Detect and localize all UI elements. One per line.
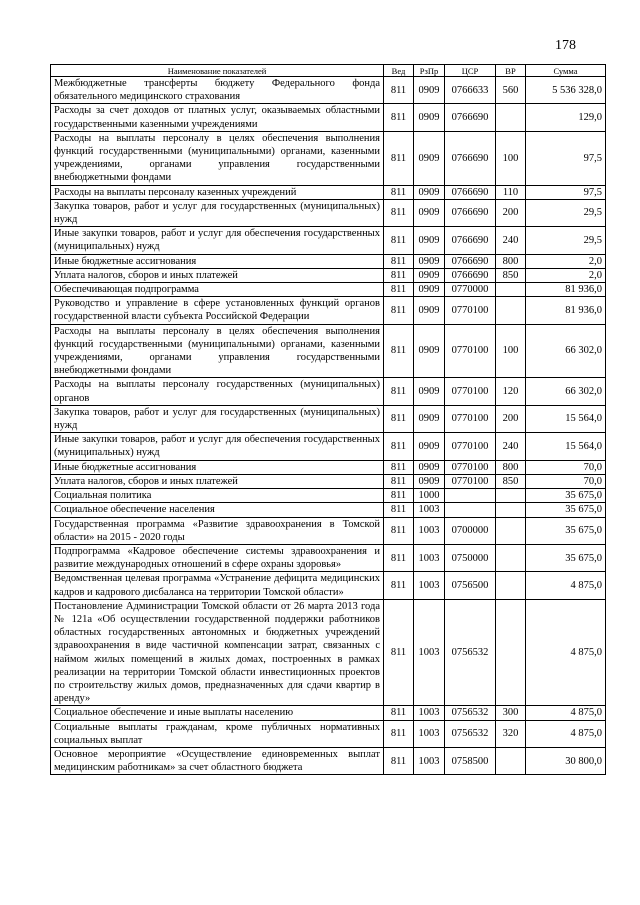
cell-name: Постановление Администрации Томской области от 26 марта 2013 года № 121а «Об осуществлении государственной поддержки работников областных государственных автономных и бюджетных учреждений здравоохранения в виде частичной компенсации затрат, связанных с наймом жилых помещений в жилых домах, построенных в рамках реализации на территории Томской области инвестиционных проектов по строительству жилых домов, предназначенных для сдачи квартир в аренду» — [51, 599, 384, 706]
cell-rzpr: 0909 — [414, 324, 445, 378]
table-row — [51, 131, 606, 185]
cell-ved: 811 — [384, 268, 414, 282]
cell-name: Государственная программа «Развитие здравоохранения в Томской области» на 2015 - 2020 годы — [51, 517, 384, 544]
cell-ved: 811 — [384, 503, 414, 517]
cell-name: Уплата налогов, сборов и иных платежей — [51, 474, 384, 488]
cell-rzpr: 1003 — [414, 572, 445, 599]
cell-sum: 35 675,0 — [526, 489, 606, 503]
cell-name: Расходы на выплаты персоналу казенных учреждений — [51, 185, 384, 199]
cell-ved: 811 — [384, 324, 414, 378]
cell-ved: 811 — [384, 489, 414, 503]
cell-vr: 200 — [496, 199, 526, 226]
cell-vr: 800 — [496, 460, 526, 474]
table-row — [51, 503, 606, 517]
cell-sum: 30 800,0 — [526, 747, 606, 774]
cell-ved: 811 — [384, 199, 414, 226]
cell-rzpr: 0909 — [414, 378, 445, 405]
cell-rzpr: 0909 — [414, 199, 445, 226]
header-rzpr: РзПр — [414, 65, 445, 77]
cell-sum: 2,0 — [526, 254, 606, 268]
cell-sum: 4 875,0 — [526, 706, 606, 720]
cell-rzpr: 0909 — [414, 405, 445, 432]
cell-name: Расходы на выплаты персоналу в целях обеспечения выполнения функций государственными (муниципальными) органами, казенными учреждениями, органами управления государственными внебюджетными фондами — [51, 131, 384, 185]
cell-sum: 66 302,0 — [526, 324, 606, 378]
cell-name: Межбюджетные трансферты бюджету Федерального фонда обязательного медицинского страхования — [51, 77, 384, 104]
cell-csr: 0766690 — [445, 254, 496, 268]
cell-vr — [496, 572, 526, 599]
table-row — [51, 460, 606, 474]
cell-rzpr: 0909 — [414, 283, 445, 297]
cell-csr: 0756500 — [445, 572, 496, 599]
cell-rzpr: 0909 — [414, 460, 445, 474]
cell-ved: 811 — [384, 297, 414, 324]
cell-vr: 320 — [496, 720, 526, 747]
cell-ved: 811 — [384, 378, 414, 405]
cell-ved: 811 — [384, 77, 414, 104]
cell-vr: 100 — [496, 131, 526, 185]
cell-csr: 0766633 — [445, 77, 496, 104]
cell-rzpr: 0909 — [414, 433, 445, 460]
cell-rzpr: 1003 — [414, 706, 445, 720]
cell-csr: 0770100 — [445, 460, 496, 474]
cell-rzpr: 0909 — [414, 474, 445, 488]
table-row — [51, 227, 606, 254]
cell-name: Уплата налогов, сборов и иных платежей — [51, 268, 384, 282]
cell-rzpr: 0909 — [414, 185, 445, 199]
cell-sum: 15 564,0 — [526, 433, 606, 460]
cell-csr: 0770100 — [445, 474, 496, 488]
cell-csr: 0766690 — [445, 131, 496, 185]
cell-csr: 0766690 — [445, 199, 496, 226]
cell-vr: 850 — [496, 268, 526, 282]
cell-sum: 29,5 — [526, 227, 606, 254]
table-row — [51, 544, 606, 571]
cell-csr — [445, 503, 496, 517]
cell-sum: 70,0 — [526, 460, 606, 474]
table-header-row — [51, 65, 606, 77]
table-row — [51, 517, 606, 544]
cell-sum: 35 675,0 — [526, 503, 606, 517]
cell-sum: 5 536 328,0 — [526, 77, 606, 104]
table-row — [51, 378, 606, 405]
cell-rzpr: 1003 — [414, 599, 445, 706]
cell-vr — [496, 599, 526, 706]
header-ved: Вед — [384, 65, 414, 77]
cell-csr: 0766690 — [445, 268, 496, 282]
cell-csr: 0756532 — [445, 599, 496, 706]
cell-sum: 2,0 — [526, 268, 606, 282]
cell-sum: 35 675,0 — [526, 517, 606, 544]
cell-ved: 811 — [384, 227, 414, 254]
table-row — [51, 77, 606, 104]
cell-rzpr: 0909 — [414, 297, 445, 324]
cell-ved: 811 — [384, 460, 414, 474]
cell-sum: 4 875,0 — [526, 720, 606, 747]
cell-csr: 0758500 — [445, 747, 496, 774]
cell-vr: 300 — [496, 706, 526, 720]
cell-csr: 0750000 — [445, 544, 496, 571]
cell-rzpr: 0909 — [414, 268, 445, 282]
cell-rzpr: 0909 — [414, 131, 445, 185]
cell-sum: 4 875,0 — [526, 599, 606, 706]
cell-csr: 0770000 — [445, 283, 496, 297]
cell-vr: 200 — [496, 405, 526, 432]
cell-rzpr: 1003 — [414, 517, 445, 544]
table-row — [51, 433, 606, 460]
cell-ved: 811 — [384, 599, 414, 706]
cell-sum: 4 875,0 — [526, 572, 606, 599]
table-row — [51, 283, 606, 297]
cell-rzpr: 1003 — [414, 544, 445, 571]
cell-vr: 110 — [496, 185, 526, 199]
cell-sum: 15 564,0 — [526, 405, 606, 432]
cell-name: Расходы на выплаты персоналу государственных (муниципальных) органов — [51, 378, 384, 405]
table-row — [51, 104, 606, 131]
cell-name: Социальное обеспечение населения — [51, 503, 384, 517]
cell-csr: 0756532 — [445, 706, 496, 720]
cell-rzpr: 1003 — [414, 720, 445, 747]
cell-vr: 120 — [496, 378, 526, 405]
cell-name: Иные закупки товаров, работ и услуг для обеспечения государственных (муниципальных) нужд — [51, 433, 384, 460]
cell-ved: 811 — [384, 131, 414, 185]
cell-vr — [496, 517, 526, 544]
table-row — [51, 297, 606, 324]
table-row — [51, 324, 606, 378]
cell-ved: 811 — [384, 283, 414, 297]
table-row — [51, 572, 606, 599]
cell-vr: 100 — [496, 324, 526, 378]
cell-csr: 0770100 — [445, 405, 496, 432]
cell-sum: 81 936,0 — [526, 283, 606, 297]
cell-name: Расходы на выплаты персоналу в целях обеспечения выполнения функций государственными (муниципальными) органами, казенными учреждениями, органами управления государственными внебюджетными фондами — [51, 324, 384, 378]
cell-vr: 240 — [496, 433, 526, 460]
table-body — [51, 77, 606, 775]
cell-name: Расходы за счет доходов от платных услуг, оказываемых областными государственными казенными учреждениями — [51, 104, 384, 131]
cell-ved: 811 — [384, 706, 414, 720]
cell-sum: 81 936,0 — [526, 297, 606, 324]
cell-vr: 800 — [496, 254, 526, 268]
cell-name: Ведомственная целевая программа «Устранение дефицита медицинских кадров и кадрового дисбаланса на территории Томской области» — [51, 572, 384, 599]
cell-ved: 811 — [384, 474, 414, 488]
page-number: 178 — [555, 38, 576, 53]
cell-vr: 850 — [496, 474, 526, 488]
cell-csr — [445, 489, 496, 503]
table-row — [51, 706, 606, 720]
cell-vr — [496, 544, 526, 571]
table-row — [51, 474, 606, 488]
cell-ved: 811 — [384, 254, 414, 268]
cell-sum: 97,5 — [526, 185, 606, 199]
cell-csr: 0770100 — [445, 433, 496, 460]
cell-ved: 811 — [384, 747, 414, 774]
cell-csr: 0770100 — [445, 297, 496, 324]
table-row — [51, 720, 606, 747]
table-row — [51, 185, 606, 199]
cell-name: Подпрограмма «Кадровое обеспечение системы здравоохранения и развитие международных отношений в сфере охраны здоровья» — [51, 544, 384, 571]
cell-vr — [496, 297, 526, 324]
cell-csr: 0766690 — [445, 185, 496, 199]
cell-sum: 66 302,0 — [526, 378, 606, 405]
cell-name: Иные закупки товаров, работ и услуг для обеспечения государственных (муниципальных) нужд — [51, 227, 384, 254]
cell-sum: 97,5 — [526, 131, 606, 185]
header-name: Наименование показателей — [51, 65, 384, 77]
header-sum: Сумма — [526, 65, 606, 77]
cell-ved: 811 — [384, 433, 414, 460]
cell-rzpr: 0909 — [414, 104, 445, 131]
cell-sum: 70,0 — [526, 474, 606, 488]
table-row — [51, 405, 606, 432]
cell-vr: 240 — [496, 227, 526, 254]
cell-ved: 811 — [384, 405, 414, 432]
cell-name: Основное мероприятие «Осуществление единовременных выплат медицинским работникам» за счет областного бюджета — [51, 747, 384, 774]
cell-sum: 129,0 — [526, 104, 606, 131]
cell-sum: 35 675,0 — [526, 544, 606, 571]
cell-vr — [496, 747, 526, 774]
cell-rzpr: 0909 — [414, 77, 445, 104]
cell-name: Иные бюджетные ассигнования — [51, 460, 384, 474]
cell-ved: 811 — [384, 572, 414, 599]
table-row — [51, 254, 606, 268]
cell-name: Социальная политика — [51, 489, 384, 503]
cell-name: Закупка товаров, работ и услуг для государственных (муниципальных) нужд — [51, 199, 384, 226]
cell-rzpr: 0909 — [414, 227, 445, 254]
cell-name: Руководство и управление в сфере установленных функций органов государственной власти субъекта Российской Федерации — [51, 297, 384, 324]
cell-vr: 560 — [496, 77, 526, 104]
cell-ved: 811 — [384, 104, 414, 131]
table-row — [51, 199, 606, 226]
cell-ved: 811 — [384, 544, 414, 571]
cell-vr — [496, 503, 526, 517]
cell-sum: 29,5 — [526, 199, 606, 226]
table-row — [51, 489, 606, 503]
cell-csr: 0770100 — [445, 324, 496, 378]
budget-table — [50, 64, 606, 775]
header-vr: ВР — [496, 65, 526, 77]
table-row — [51, 268, 606, 282]
cell-csr: 0766690 — [445, 227, 496, 254]
cell-vr — [496, 283, 526, 297]
cell-rzpr: 1000 — [414, 489, 445, 503]
header-csr: ЦСР — [445, 65, 496, 77]
cell-rzpr: 1003 — [414, 503, 445, 517]
cell-ved: 811 — [384, 517, 414, 544]
table-row — [51, 599, 606, 706]
cell-name: Иные бюджетные ассигнования — [51, 254, 384, 268]
cell-name: Закупка товаров, работ и услуг для государственных (муниципальных) нужд — [51, 405, 384, 432]
cell-name: Обеспечивающая подпрограмма — [51, 283, 384, 297]
cell-ved: 811 — [384, 720, 414, 747]
cell-ved: 811 — [384, 185, 414, 199]
cell-vr — [496, 489, 526, 503]
cell-name: Социальное обеспечение и иные выплаты населению — [51, 706, 384, 720]
cell-csr: 0766690 — [445, 104, 496, 131]
cell-rzpr: 0909 — [414, 254, 445, 268]
cell-csr: 0756532 — [445, 720, 496, 747]
cell-csr: 0700000 — [445, 517, 496, 544]
cell-vr — [496, 104, 526, 131]
cell-csr: 0770100 — [445, 378, 496, 405]
cell-name: Социальные выплаты гражданам, кроме публичных нормативных социальных выплат — [51, 720, 384, 747]
table-row — [51, 747, 606, 774]
cell-rzpr: 1003 — [414, 747, 445, 774]
